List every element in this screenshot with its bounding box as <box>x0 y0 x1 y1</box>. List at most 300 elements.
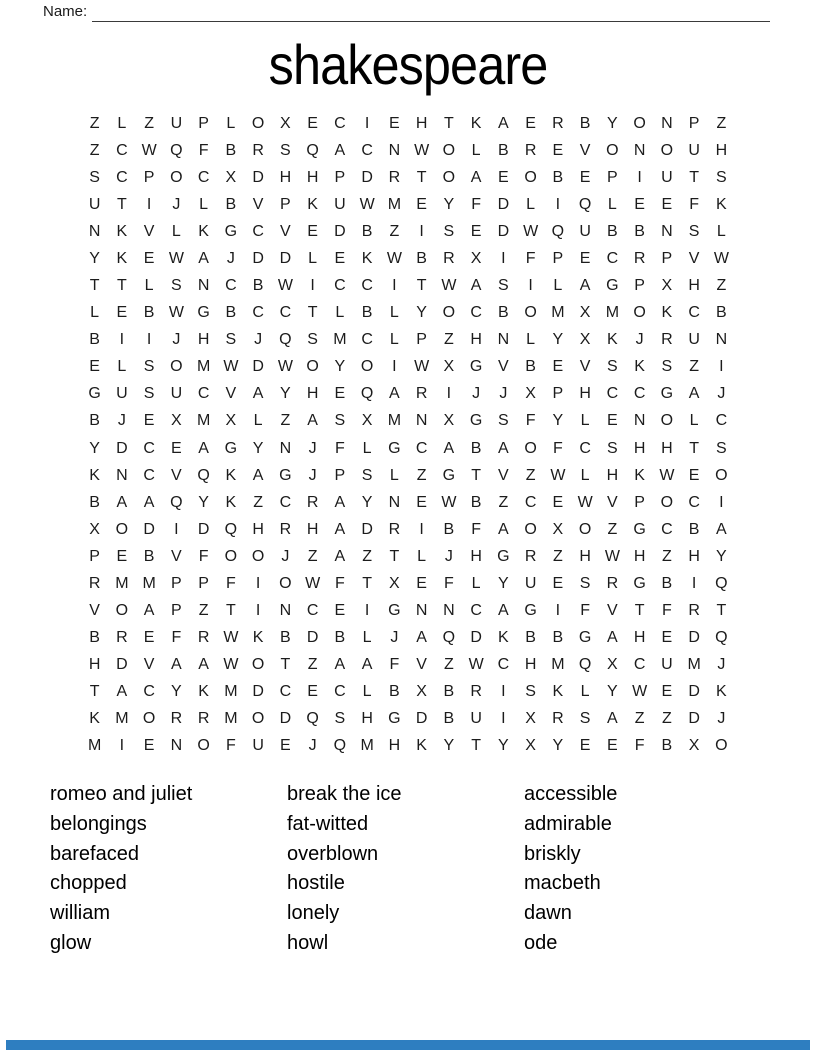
grid-letter: S <box>143 385 155 403</box>
word-list-item: belongings <box>50 812 147 835</box>
grid-letter: D <box>334 222 346 240</box>
grid-letter: Z <box>661 710 672 728</box>
grid-letter: Y <box>171 683 182 701</box>
word-list-item: break the ice <box>287 783 402 805</box>
grid-letter: E <box>579 168 591 186</box>
grid-letter: I <box>501 249 506 267</box>
grid-letter: D <box>279 249 292 267</box>
grid-letter: C <box>715 412 728 430</box>
word-list-item: william <box>50 902 110 925</box>
grid-letter: Q <box>578 195 592 213</box>
grid-letter: E <box>552 358 564 376</box>
grid-letter: S <box>607 439 618 457</box>
grid-letter: N <box>415 412 428 430</box>
grid-letter: G <box>660 385 674 403</box>
grid-letter: N <box>388 141 401 159</box>
word-list-item: ode <box>524 931 558 954</box>
grid-letter: N <box>661 222 673 240</box>
grid-letter: Y <box>334 358 346 376</box>
grid-letter: E <box>116 547 128 565</box>
grid-letter: C <box>116 168 128 186</box>
grid-letter: N <box>497 331 510 349</box>
grid-letter: B <box>143 547 155 565</box>
grid-letter: D <box>688 710 700 728</box>
grid-letter: P <box>280 195 291 213</box>
grid-letter: V <box>280 222 291 240</box>
grid-letter: F <box>334 439 345 457</box>
grid-letter: C <box>688 304 700 322</box>
grid-letter: W <box>223 629 239 647</box>
grid-letter: X <box>443 412 455 430</box>
grid-letter: W <box>277 358 293 376</box>
grid-letter: C <box>524 493 537 511</box>
name-row <box>43 2 770 22</box>
grid-letter: C <box>143 466 155 484</box>
grid-letter: X <box>607 656 618 674</box>
grid-letter: S <box>498 277 509 295</box>
grid-letter: F <box>198 141 209 159</box>
grid-letter: L <box>417 547 427 565</box>
grid-letter: W <box>277 277 293 295</box>
grid-letter: I <box>146 331 152 349</box>
grid-letter: B <box>443 683 455 701</box>
grid-letter: A <box>607 710 618 728</box>
grid-letter: Y <box>607 114 618 132</box>
grid-letter: A <box>334 493 346 511</box>
grid-letter: R <box>606 574 619 592</box>
grid-letter: F <box>225 574 236 592</box>
grid-letter: K <box>498 629 509 647</box>
grid-letter: Z <box>253 493 264 511</box>
word-list-item: fat-witted <box>287 812 369 835</box>
grid-letter: A <box>498 602 509 620</box>
grid-letter: L <box>117 358 127 376</box>
grid-letter: O <box>578 520 592 538</box>
grid-letter: H <box>633 547 646 565</box>
grid-letter: I <box>419 520 424 538</box>
name-fill-in-line <box>92 4 770 22</box>
grid-letter: Z <box>89 114 100 132</box>
grid-letter: Z <box>416 466 427 484</box>
grid-letter: G <box>578 629 592 647</box>
grid-letter: U <box>170 114 183 132</box>
grid-letter: R <box>524 547 537 565</box>
grid-letter: T <box>362 574 373 592</box>
word-list-column <box>524 780 617 959</box>
grid-letter: B <box>89 331 100 349</box>
grid-letter: X <box>171 412 182 430</box>
word-list-item: briskly <box>524 842 581 865</box>
grid-letter: R <box>170 710 183 728</box>
grid-letter: C <box>361 331 373 349</box>
grid-letter: O <box>660 141 674 159</box>
grid-letter: E <box>470 222 482 240</box>
grid-letter: B <box>443 520 455 538</box>
grid-letter: C <box>470 304 482 322</box>
grid-letter: N <box>279 602 292 620</box>
grid-letter: O <box>251 656 265 674</box>
grid-letter: B <box>470 439 482 457</box>
grid-letter: O <box>251 710 265 728</box>
grid-letter: H <box>661 439 673 457</box>
grid-letter: Z <box>307 547 318 565</box>
grid-letter: G <box>224 439 238 457</box>
grid-letter: A <box>716 520 727 538</box>
grid-letter: E <box>498 168 509 186</box>
grid-letter: O <box>442 304 456 322</box>
grid-letter: A <box>443 439 455 457</box>
grid-letter: R <box>88 574 101 592</box>
grid-letter: E <box>116 304 128 322</box>
grid-letter: T <box>416 277 427 295</box>
grid-letter: K <box>661 304 673 322</box>
grid-letter: P <box>552 249 564 267</box>
grid-letter: O <box>442 141 456 159</box>
grid-letter: E <box>143 629 155 647</box>
grid-letter: D <box>361 520 373 538</box>
grid-letter: P <box>89 547 100 565</box>
grid-letter: T <box>116 195 127 213</box>
grid-letter: K <box>225 493 237 511</box>
grid-letter: L <box>553 277 563 295</box>
grid-letter: L <box>389 304 399 322</box>
grid-letter: I <box>446 385 452 403</box>
grid-letter: T <box>89 277 100 295</box>
grid-letter: T <box>307 304 318 322</box>
grid-letter: P <box>171 602 182 620</box>
grid-letter: R <box>279 520 292 538</box>
grid-letter: C <box>197 385 210 403</box>
grid-letter: J <box>635 331 644 349</box>
grid-letter: R <box>116 629 128 647</box>
grid-letter: W <box>359 195 375 213</box>
grid-letter: C <box>252 222 264 240</box>
grid-letter: H <box>197 331 210 349</box>
grid-letter: T <box>116 277 127 295</box>
grid-letter: W <box>168 249 184 267</box>
grid-letter: K <box>607 331 618 349</box>
grid-letter: N <box>116 466 128 484</box>
grid-letter: O <box>524 520 537 538</box>
grid-letter: Q <box>170 141 183 159</box>
grid-letter: E <box>607 412 618 430</box>
grid-letter: R <box>524 141 537 159</box>
grid-letter: Z <box>89 141 100 159</box>
grid-letter: H <box>306 520 319 538</box>
grid-letter: Z <box>634 710 645 728</box>
word-list-item: macbeth <box>524 872 601 895</box>
grid-letter: A <box>252 466 264 484</box>
grid-letter: O <box>715 737 728 755</box>
grid-letter: D <box>688 683 700 701</box>
grid-letter: Z <box>525 466 536 484</box>
grid-letter: Z <box>716 277 727 295</box>
grid-letter: D <box>470 629 482 647</box>
grid-letter: N <box>443 602 455 620</box>
grid-letter: K <box>634 358 645 376</box>
grid-letter: Z <box>689 358 700 376</box>
grid-letter: B <box>443 710 455 728</box>
grid-letter: F <box>580 602 591 620</box>
grid-letter: X <box>525 710 536 728</box>
grid-letter: K <box>89 710 100 728</box>
grid-letter: U <box>524 574 537 592</box>
grid-letter: D <box>252 168 264 186</box>
grid-letter: X <box>225 168 237 186</box>
grid-letter: B <box>498 304 509 322</box>
grid-letter: M <box>360 737 374 755</box>
grid-letter: S <box>579 710 591 728</box>
grid-letter: U <box>579 222 591 240</box>
grid-letter: Q <box>279 331 292 349</box>
grid-letter: S <box>443 222 455 240</box>
grid-letter: W <box>550 466 566 484</box>
grid-letter: O <box>660 493 674 511</box>
grid-letter: S <box>89 168 100 186</box>
grid-letter: R <box>306 493 319 511</box>
grid-letter: Y <box>89 249 100 267</box>
grid-letter: B <box>579 114 591 132</box>
grid-letter: I <box>174 520 179 538</box>
grid-letter: N <box>661 114 673 132</box>
grid-letter: G <box>442 466 456 484</box>
grid-letter: W <box>713 249 729 267</box>
grid-letter: S <box>143 358 155 376</box>
grid-letter: C <box>606 385 619 403</box>
grid-letter: L <box>117 114 127 132</box>
grid-letter: E <box>661 195 673 213</box>
grid-letter: E <box>688 466 700 484</box>
grid-letter: O <box>142 710 156 728</box>
grid-letter: D <box>688 629 700 647</box>
grid-letter: A <box>143 493 155 511</box>
grid-letter: F <box>661 602 672 620</box>
grid-letter: K <box>416 737 427 755</box>
grid-letter: S <box>171 277 182 295</box>
grid-letter: J <box>308 737 317 755</box>
grid-letter: K <box>716 195 727 213</box>
grid-letter: Y <box>89 439 100 457</box>
grid-letter: W <box>659 466 675 484</box>
grid-letter: T <box>634 602 645 620</box>
grid-letter: C <box>143 683 155 701</box>
grid-letter: F <box>443 574 454 592</box>
grid-letter: W <box>632 683 648 701</box>
grid-letter: C <box>279 304 292 322</box>
grid-letter: E <box>334 249 346 267</box>
word-search-grid <box>81 110 735 760</box>
grid-letter: O <box>524 304 537 322</box>
grid-letter: J <box>172 195 181 213</box>
grid-letter: S <box>280 141 291 159</box>
grid-letter: A <box>143 602 155 620</box>
grid-letter: C <box>225 277 237 295</box>
grid-letter: N <box>388 493 401 511</box>
grid-letter: D <box>116 439 128 457</box>
grid-letter: J <box>472 385 481 403</box>
grid-letter: W <box>523 222 539 240</box>
grid-letter: V <box>143 222 155 240</box>
grid-letter: G <box>388 710 401 728</box>
grid-letter: D <box>197 520 210 538</box>
grid-letter: R <box>415 385 428 403</box>
grid-letter: U <box>661 656 673 674</box>
grid-letter: E <box>334 385 346 403</box>
grid-letter: N <box>170 737 183 755</box>
grid-letter: R <box>552 114 564 132</box>
grid-letter: X <box>579 304 591 322</box>
grid-letter: B <box>361 304 373 322</box>
grid-letter: E <box>416 195 427 213</box>
grid-letter: I <box>555 195 561 213</box>
grid-letter: O <box>224 547 238 565</box>
grid-letter: Z <box>198 602 209 620</box>
grid-letter: M <box>196 412 211 430</box>
grid-letter: M <box>333 331 347 349</box>
word-list-item: glow <box>50 931 92 954</box>
grid-letter: W <box>414 141 430 159</box>
grid-letter: I <box>310 277 315 295</box>
grid-letter: E <box>416 574 427 592</box>
grid-letter: A <box>116 493 128 511</box>
grid-letter: Q <box>333 737 347 755</box>
grid-letter: A <box>389 385 400 403</box>
grid-letter: I <box>691 574 697 592</box>
grid-letter: A <box>498 439 509 457</box>
grid-letter: Q <box>551 222 565 240</box>
grid-letter: E <box>143 249 155 267</box>
grid-letter: S <box>525 683 536 701</box>
grid-letter: M <box>142 574 156 592</box>
grid-letter: E <box>307 114 318 132</box>
grid-letter: X <box>443 358 455 376</box>
grid-letter: B <box>89 412 100 430</box>
grid-letter: B <box>525 358 536 376</box>
grid-letter: O <box>360 358 374 376</box>
grid-letter: N <box>633 141 646 159</box>
grid-letter: B <box>661 737 673 755</box>
grid-letter: C <box>116 141 128 159</box>
grid-letter: J <box>717 710 726 728</box>
grid-letter: D <box>497 222 510 240</box>
grid-letter: C <box>197 168 210 186</box>
grid-letter: D <box>252 249 264 267</box>
grid-letter: F <box>525 412 536 430</box>
grid-letter: M <box>115 574 129 592</box>
grid-letter: Z <box>443 656 454 674</box>
grid-letter: F <box>471 520 482 538</box>
grid-letter: K <box>470 114 482 132</box>
grid-letter: F <box>634 737 645 755</box>
grid-letter: J <box>172 331 181 349</box>
grid-letter: K <box>198 683 209 701</box>
grid-letter: Z <box>280 412 291 430</box>
grid-letter: F <box>689 195 700 213</box>
grid-letter: A <box>171 656 182 674</box>
grid-letter: U <box>688 331 700 349</box>
grid-letter: O <box>442 168 456 186</box>
grid-letter: G <box>633 574 646 592</box>
word-list-item: howl <box>287 931 329 954</box>
grid-letter: O <box>715 466 728 484</box>
grid-letter: U <box>116 385 128 403</box>
grid-letter: R <box>197 710 210 728</box>
grid-letter: Y <box>252 439 264 457</box>
grid-letter: H <box>606 466 619 484</box>
grid-letter: R <box>470 683 482 701</box>
grid-letter: O <box>606 141 619 159</box>
grid-letter: T <box>225 602 236 620</box>
grid-letter: C <box>306 602 319 620</box>
grid-letter: P <box>198 114 209 132</box>
grid-letter: L <box>226 114 236 132</box>
grid-letter: Q <box>360 385 374 403</box>
grid-letter: S <box>498 412 509 430</box>
grid-letter: I <box>528 277 533 295</box>
grid-letter: I <box>392 358 397 376</box>
grid-letter: N <box>279 439 292 457</box>
grid-letter: D <box>415 710 428 728</box>
grid-letter: Z <box>307 656 318 674</box>
grid-letter: R <box>443 249 455 267</box>
grid-letter: N <box>415 602 428 620</box>
grid-letter: L <box>308 249 318 267</box>
grid-letter: B <box>280 629 291 647</box>
grid-letter: S <box>225 331 237 349</box>
grid-letter: E <box>634 195 645 213</box>
grid-letter: H <box>306 385 319 403</box>
grid-letter: M <box>551 656 565 674</box>
grid-letter: I <box>364 114 370 132</box>
grid-letter: A <box>470 277 482 295</box>
grid-letter: B <box>89 493 100 511</box>
grid-letter: Q <box>306 141 319 159</box>
grid-letter: I <box>146 195 152 213</box>
grid-letter: X <box>470 249 482 267</box>
grid-letter: I <box>637 168 642 186</box>
grid-letter: H <box>579 547 591 565</box>
grid-letter: S <box>334 710 346 728</box>
grid-letter: K <box>198 222 209 240</box>
grid-letter: F <box>198 547 209 565</box>
grid-letter: O <box>251 114 265 132</box>
grid-letter: R <box>252 141 264 159</box>
grid-letter: D <box>279 710 292 728</box>
grid-letter: L <box>580 683 590 701</box>
grid-letter: B <box>225 195 237 213</box>
grid-letter: B <box>389 683 400 701</box>
grid-letter: Y <box>361 493 373 511</box>
grid-letter: H <box>579 385 591 403</box>
grid-letter: I <box>392 277 397 295</box>
grid-letter: L <box>335 304 345 322</box>
grid-letter: O <box>251 547 265 565</box>
grid-letter: W <box>141 141 157 159</box>
grid-letter: A <box>498 114 509 132</box>
grid-letter: Y <box>498 574 509 592</box>
grid-letter: N <box>633 412 646 430</box>
grid-letter: Z <box>607 520 618 538</box>
grid-letter: M <box>224 683 238 701</box>
grid-letter: U <box>661 168 673 186</box>
grid-letter: M <box>115 710 129 728</box>
grid-letter: O <box>170 358 183 376</box>
grid-letter: X <box>225 412 237 430</box>
grid-letter: G <box>388 439 401 457</box>
grid-letter: V <box>498 358 509 376</box>
grid-letter: C <box>470 602 482 620</box>
grid-letter: I <box>255 574 261 592</box>
